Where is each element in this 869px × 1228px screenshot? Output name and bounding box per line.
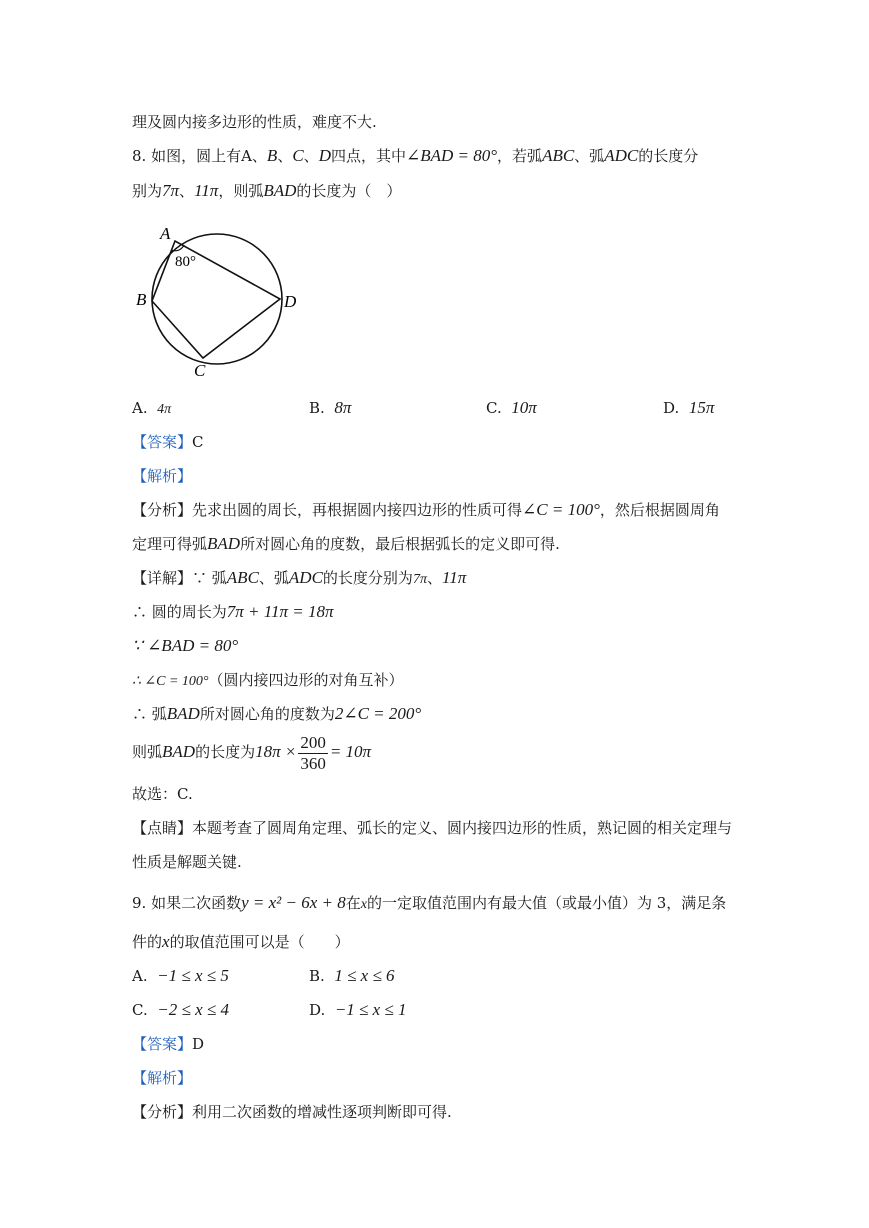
question-8-line-1: 8. 如图，圆上有A、B、C、D四点，其中∠BAD = 80°，若弧ABC、弧ADC的长度分: [132, 146, 699, 165]
option-9-c: C. −2 ≤ x ≤ 4: [132, 1000, 229, 1019]
label-c: C: [194, 361, 206, 380]
analysis-8-heading: 【解析】: [132, 467, 193, 485]
question-9-line-2: 件的x的取值范围可以是（ ）: [132, 932, 350, 951]
question-9-line-1: 9. 如果二次函数y = x² − 6x + 8在x的一定取值范围内有最大值（或最小值）为 3，满足条: [132, 893, 727, 912]
option-d: D. 15π: [663, 398, 715, 417]
answer-9: 【答案】D: [132, 1035, 205, 1053]
text-line: 理及圆内接多边形的性质，难度不大.: [132, 113, 377, 131]
detail-8-line-2: ∴ 圆的周长为7π + 11π = 18π: [132, 602, 334, 621]
detail-8-line-1: 【详解】∵ 弧ABC、弧ADC的长度分别为7π、11π: [132, 568, 467, 587]
fenxi-9-line-1: 【分析】利用二次函数的增减性逐项判断即可得.: [132, 1103, 452, 1121]
label-d: D: [284, 292, 297, 311]
detail-8-line-5: ∴ 弧BAD所对圆心角的度数为2∠C = 200°: [132, 704, 422, 723]
option-9-b: B. 1 ≤ x ≤ 6: [309, 966, 395, 985]
detail-8-line-3: ∵ ∠BAD = 80°: [132, 636, 239, 655]
detail-8-line-6: 则弧BAD的长度为18π × $\frac{200}{360}$ = 10π: [132, 732, 372, 773]
label-a: A: [160, 224, 171, 243]
option-c: C. 10π: [486, 398, 537, 417]
detail-8-line-7: 故选：C.: [132, 785, 193, 803]
circle-quadrilateral-figure: [130, 220, 310, 380]
fenxi-8-line-2: 定理可得弧BAD所对圆心角的度数，最后根据弧长的定义即可得.: [132, 534, 560, 553]
answer-8: 【答案】C: [132, 433, 204, 451]
quadrilateral-abcd: [152, 241, 280, 358]
option-9-d: D. −1 ≤ x ≤ 1: [309, 1000, 407, 1019]
label-angle: 80°: [175, 254, 196, 270]
question-8-line-2: 别为7π、11π，则弧BAD的长度为（ ）: [132, 181, 402, 200]
option-b: B. 8π: [309, 398, 352, 417]
dianjing-8-line-2: 性质是解题关键.: [132, 853, 242, 871]
circle: [152, 234, 282, 364]
label-b: B: [136, 290, 147, 309]
option-9-a: A. −1 ≤ x ≤ 5: [132, 966, 229, 985]
dianjing-8-line-1: 【点睛】本题考查了圆周角定理、弧长的定义、圆内接四边形的性质，熟记圆的相关定理与: [132, 819, 733, 837]
fenxi-8-line-1: 【分析】先求出圆的周长，再根据圆内接四边形的性质可得∠C = 100°，然后根据圆周角: [132, 500, 720, 519]
option-a: A. 4π: [132, 399, 172, 417]
fraction: $\frac{200}{360}$: [300, 732, 326, 773]
detail-8-line-4: ∴ ∠C = 100°（圆内接四边形的对角互补）: [132, 671, 404, 689]
analysis-9-heading: 【解析】: [132, 1069, 193, 1087]
